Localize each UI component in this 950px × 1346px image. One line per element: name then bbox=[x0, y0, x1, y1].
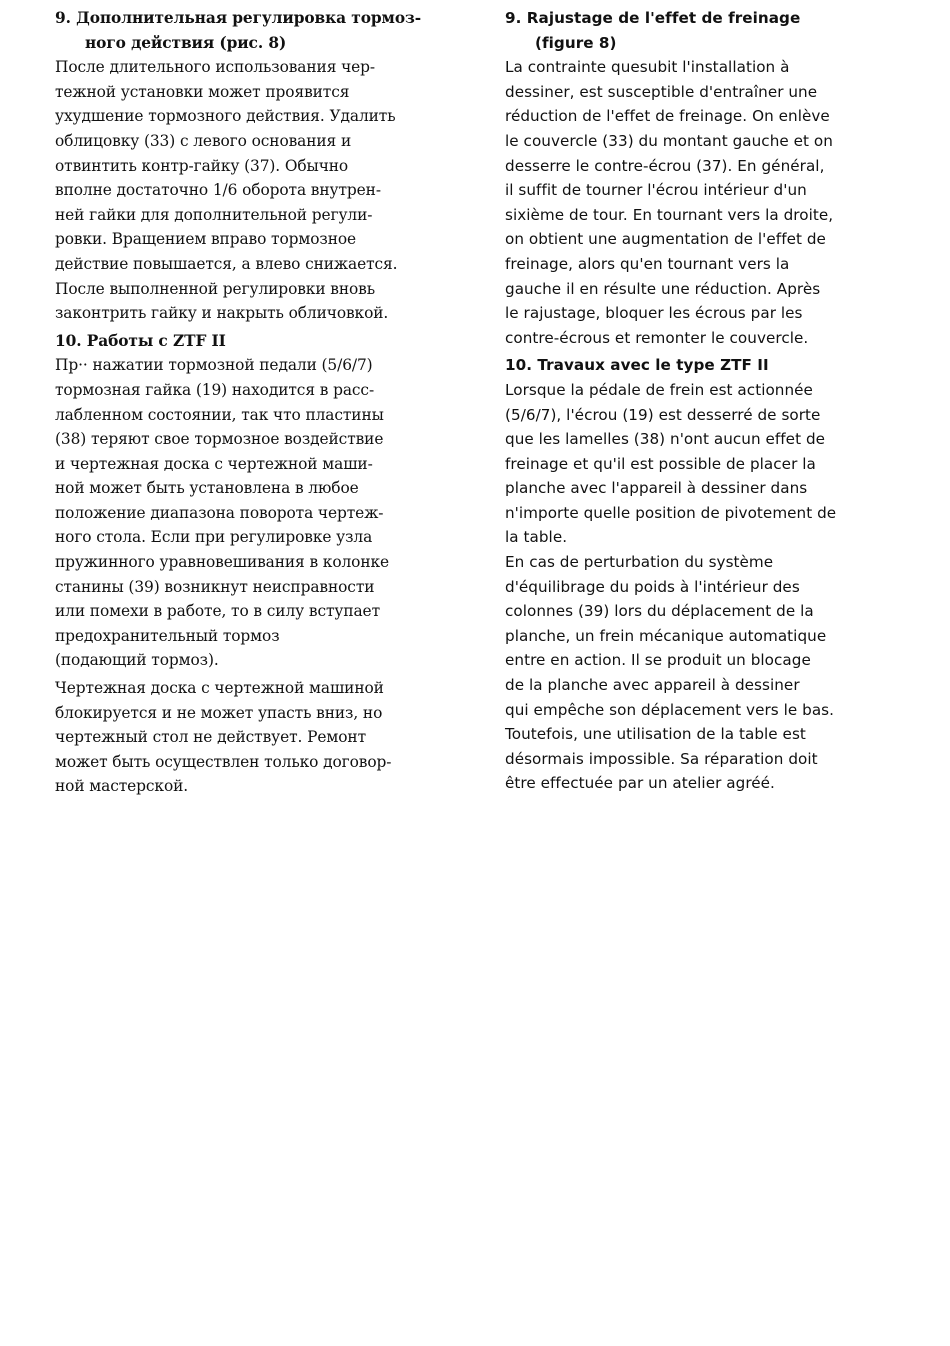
ru-s9-body-line: законтрить гайку и накрыть обличовкой. bbox=[55, 304, 389, 323]
fr-s10-para2-line: désormais impossible. Sa réparation doit bbox=[505, 749, 818, 768]
fr-s9-body-line: La contrainte quesubit l'installation à bbox=[505, 58, 790, 77]
fr-s10-para1-line: n'importe quelle position de pivotement de bbox=[505, 503, 837, 522]
fr-s10-para1-line: la table. bbox=[505, 528, 568, 547]
ru-s9-body-line: вполне достаточно 1/6 оборота внутрен- bbox=[55, 181, 381, 200]
fr-s9-body-line: desserre le contre-écrou (37). En général, bbox=[505, 156, 825, 175]
ru-section-10 bbox=[55, 329, 450, 673]
fr-s10-para2-line: Toutefois, une utilisation de la table est bbox=[505, 725, 806, 744]
ru-s10-para1-line: предохранительный тормоз bbox=[55, 626, 280, 645]
ru-s10-para2-line: может быть осуществлен только договор- bbox=[55, 752, 392, 771]
fr-s10-heading: 10. Travaux avec le type ZTF II bbox=[505, 356, 769, 375]
ru-s9-heading-line: 9. Дополнительная регулировка тормоз- bbox=[55, 9, 422, 27]
ru-s10-para1-line: лабленном состоянии, так что пластины bbox=[55, 405, 384, 424]
fr-section-10-para2 bbox=[505, 550, 900, 796]
ru-s9-body-line: отвинтить контр-гайку (37). Обычно bbox=[55, 156, 349, 175]
french-column bbox=[505, 6, 900, 796]
fr-s9-body-line: sixième de tour. En tournant vers la droite, bbox=[505, 205, 834, 224]
ru-s10-para2-line: чертежный стол не действует. Ремонт bbox=[55, 728, 366, 747]
ru-s10-para1-line: пружинного уравновешивания в колонке bbox=[55, 553, 390, 572]
ru-s9-heading-line: ного действия (рис. 8) bbox=[85, 33, 287, 52]
fr-s9-body-line: réduction de l'effet de freinage. On enlève bbox=[505, 107, 830, 126]
fr-s9-body-line: freinage, alors qu'en tournant vers la bbox=[505, 254, 790, 273]
ru-s10-heading: 10. Работы с ZTF II bbox=[55, 331, 226, 350]
ru-s10-para1-line: тормозная гайка (19) находится в расс- bbox=[55, 380, 375, 399]
ru-s10-para1-line: станины (39) возникнут неисправности bbox=[55, 577, 375, 596]
fr-s9-body-line: dessiner, est susceptible d'entraîner une bbox=[505, 82, 818, 101]
ru-s10-para1-line: или помехи в работе, то в силу вступает bbox=[55, 602, 380, 621]
ru-s10-para1-line: ного стола. Если при регулировке узла bbox=[55, 528, 373, 547]
fr-section-9-body bbox=[505, 55, 900, 350]
russian-column bbox=[55, 6, 450, 799]
fr-s9-body-line: le rajustage, bloquer les écrous par les bbox=[505, 304, 803, 323]
fr-s10-para2-line: En cas de perturbation du système bbox=[505, 553, 774, 572]
ru-s9-body-line: ней гайки для дополнительной регули- bbox=[55, 205, 373, 224]
ru-s10-para1-line: (подающий тормоз). bbox=[55, 651, 219, 670]
ru-s9-body-line: действие повышается, а влево снижается. bbox=[55, 254, 398, 273]
ru-s9-body-line: облицовку (33) с левого основания и bbox=[55, 131, 352, 150]
fr-s9-body-line: il suffit de tourner l'écrou intérieur d'un bbox=[505, 181, 807, 200]
ru-s9-body-line: тежной установки может проявится bbox=[55, 82, 350, 101]
ru-s10-para1-line: (38) теряют свое тормозное воздействие bbox=[55, 430, 384, 449]
fr-section-9-heading bbox=[505, 6, 900, 55]
fr-section-10 bbox=[505, 353, 900, 550]
ru-s10-para2-line: ной мастерской. bbox=[55, 777, 189, 796]
fr-s10-para2-line: de la planche avec appareil à dessiner bbox=[505, 676, 800, 695]
fr-s10-para1-line: que les lamelles (38) n'ont aucun effet de bbox=[505, 430, 826, 449]
ru-s9-body-line: После выполненной регулировки вновь bbox=[55, 279, 375, 298]
ru-section-9-heading bbox=[55, 6, 450, 55]
ru-s10-para1-line: Пр·· нажатии тормозной педали (5/6/7) bbox=[55, 356, 373, 375]
ru-section-10-para2 bbox=[55, 676, 450, 799]
fr-s10-para2-line: entre en action. Il se produit un blocage bbox=[505, 651, 811, 670]
ru-s10-para2-line: Чертежная доска с чертежной машиной bbox=[55, 679, 384, 698]
ru-s10-para1-line: положение диапазона поворота чертеж- bbox=[55, 503, 384, 522]
ru-s9-body-line: ровки. Вращением вправо тормозное bbox=[55, 230, 357, 249]
ru-s10-para1-line: ной может быть установлена в любое bbox=[55, 479, 359, 498]
ru-s10-para1-line: и чертежная доска с чертежной маши- bbox=[55, 454, 373, 473]
fr-s10-para2-line: être effectuée par un atelier agréé. bbox=[505, 774, 775, 793]
fr-s9-body-line: le couvercle (33) du montant gauche et on bbox=[505, 131, 833, 150]
ru-section-9-body bbox=[55, 55, 450, 326]
fr-s9-body-line: gauche il en résulte une réduction. Après bbox=[505, 279, 821, 298]
fr-s10-para2-line: qui empêche son déplacement vers le bas. bbox=[505, 700, 835, 719]
fr-s10-para1-line: (5/6/7), l'écrou (19) est desserré de sorte bbox=[505, 405, 821, 424]
fr-s10-para2-line: colonnes (39) lors du déplacement de la bbox=[505, 602, 814, 621]
fr-s9-body-line: contre-écrous et remonter le couvercle. bbox=[505, 328, 809, 347]
fr-s10-para2-line: planche, un frein mécanique automatique bbox=[505, 626, 827, 645]
ru-s10-para2-line: блокируется и не может упасть вниз, но bbox=[55, 703, 383, 722]
fr-s10-para1-line: planche avec l'appareil à dessiner dans bbox=[505, 479, 808, 498]
ru-s9-body-line: ухудшение тормозного действия. Удалить bbox=[55, 107, 396, 126]
fr-s10-para1-line: Lorsque la pédale de frein est actionnée bbox=[505, 380, 813, 399]
ru-s9-body-line: После длительного использования чер- bbox=[55, 58, 376, 77]
fr-s9-heading-line: 9. Rajustage de l'effet de freinage bbox=[505, 9, 801, 27]
fr-s10-para2-line: d'équilibrage du poids à l'intérieur des bbox=[505, 577, 800, 596]
fr-s10-para1-line: freinage et qu'il est possible de placer la bbox=[505, 454, 816, 473]
fr-s9-body-line: on obtient une augmentation de l'effet de bbox=[505, 230, 826, 249]
fr-s9-heading-line: (figure 8) bbox=[535, 33, 617, 52]
